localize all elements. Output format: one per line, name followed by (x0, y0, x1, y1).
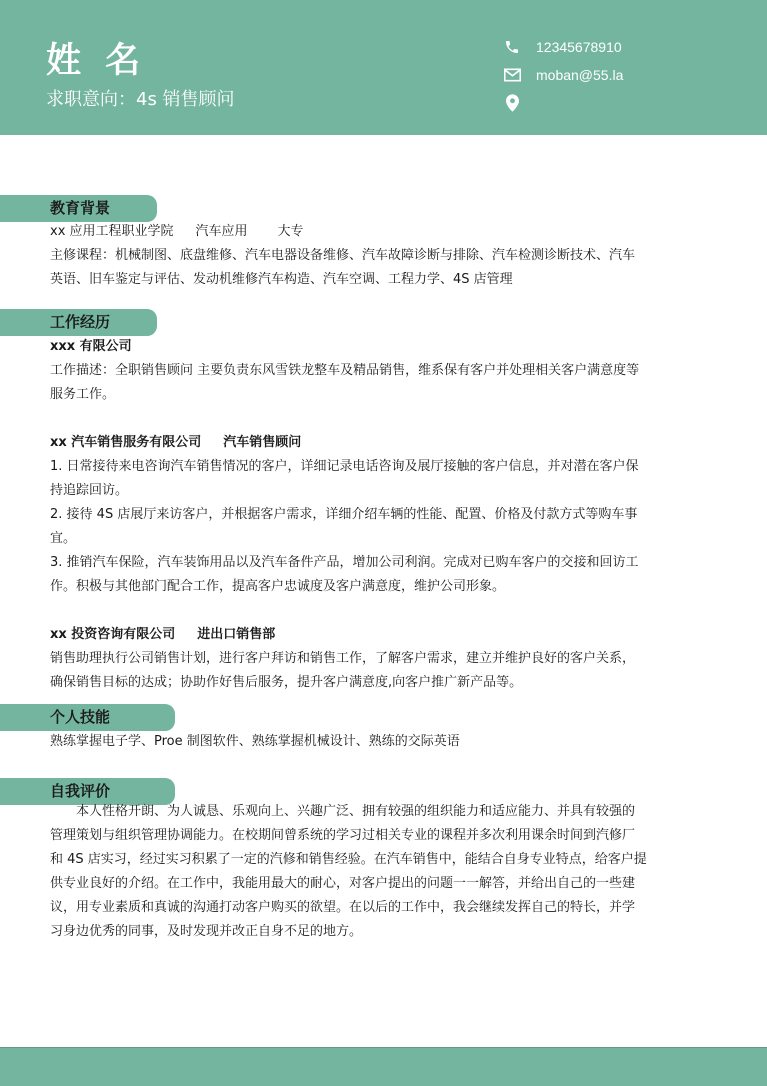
mail-icon (502, 65, 522, 85)
major: 汽车应用 (195, 224, 248, 239)
education-summary (50, 220, 700, 244)
courses-line: 主修课程：机械制图、底盘维修、汽车电器设备维修、汽车故障诊断与排除、汽车检测诊断技术、汽车 (50, 248, 636, 263)
self-eval-line: 习身边优秀的同事，及时发现并改正自身不足的地方。 (50, 924, 363, 939)
phone-icon (502, 37, 522, 57)
job-heading (50, 431, 700, 455)
section-title: 自我评价 (50, 782, 111, 800)
contact-email (502, 61, 623, 89)
job-line: 销售助理执行公司销售计划，进行客户拜访和销售工作，了解客户需求，建立并维护良好的客户关系， (50, 651, 636, 666)
job-intent: 求职意向：4s 销售顾问 (46, 89, 235, 110)
self-eval-line: 本人性格开朗、为人诚恳、乐观向上、兴趣广泛、拥有较强的组织能力和适应能力、并具有较强的 (76, 804, 636, 819)
self-eval-line: 管理策划与组织管理协调能力。在校期间曾系统的学习过相关专业的课程并多次利用课余时间到汽修厂 (50, 828, 636, 843)
job-line: 工作描述：全职销售顾问 主要负责东风雪铁龙整车及精品销售，维系保有客户并处理相关客户满意度等 (50, 363, 640, 378)
self-eval-content (50, 800, 700, 944)
job-line: 确保销售目标的达成；协助作好售后服务，提升客户满意度,向客户推广新产品等。 (50, 675, 523, 690)
job-line: 1. 日常接待来电咨询汽车销售情况的客户，详细记录电话咨询及展厅接触的客户信息，并对潜在客户保 (50, 459, 639, 474)
skills-content (50, 730, 700, 754)
self-eval-line: 和 4S 店实习，经过实习积累了一定的汽修和销售经验。在汽车销售中，能结合自身专业特点，给客户提 (50, 852, 647, 867)
job-line: 3. 推销汽车保险，汽车装饰用品以及汽车备件产品，增加公司利润。完成对已购车客户的交接和回访工 (50, 555, 639, 570)
skills-text: 熟练掌握电子学、Proe 制图软件、熟练掌握机械设计、熟练的交际英语 (50, 734, 460, 749)
candidate-name: 姓 名 (46, 41, 147, 81)
job-company: xx 汽车销售服务有限公司 (50, 435, 202, 450)
self-eval-line: 议，用专业素质和真诚的沟通打动客户购买的欲望。在以后的工作中，我会继续发挥自己的特长，并学 (50, 900, 636, 915)
location-pin-icon (502, 93, 522, 113)
section-title: 工作经历 (50, 313, 111, 331)
section-title: 教育背景 (50, 199, 111, 217)
job-heading (50, 623, 700, 647)
degree: 大专 (277, 224, 304, 239)
contact-phone (502, 33, 623, 61)
section-education-header (0, 195, 157, 222)
job-line: 宜。 (50, 531, 77, 546)
section-skills-header (0, 704, 175, 731)
job-line: 作。积极与其他部门配合工作，提高客户忠诚度及客户满意度，维护公司形象。 (50, 579, 506, 594)
self-eval-line: 供专业良好的介绍。在工作中，我能用最大的耐心，对客户提出的问题一一解答，并给出自己的一些建 (50, 876, 636, 891)
contact-location (502, 89, 623, 117)
phone-number: 12345678910 (536, 39, 622, 55)
spacer (50, 407, 700, 431)
job-position: 进出口销售部 (197, 627, 276, 642)
work-content (50, 335, 700, 695)
spacer (50, 599, 700, 623)
job-company: xx 投资咨询有限公司 (50, 627, 176, 642)
email-address: moban@55.la (536, 67, 624, 83)
job-line: 2. 接待 4S 店展厅来访客户，并根据客户需求，详细介绍车辆的性能、配置、价格及付款方式等购车事 (50, 507, 638, 522)
school-name: xx 应用工程职业学院 (50, 224, 174, 239)
job-company: xxx 有限公司 (50, 339, 132, 354)
courses-line: 英语、旧车鉴定与评估、发动机维修汽车构造、汽车空调、工程力学、4S 店管理 (50, 272, 513, 287)
job-line: 服务工作。 (50, 387, 116, 402)
education-content (50, 220, 700, 292)
contact-info (502, 33, 623, 117)
header-banner (0, 0, 767, 135)
section-work-header (0, 309, 157, 336)
section-title: 个人技能 (50, 708, 111, 726)
job-line: 持追踪回访。 (50, 483, 129, 498)
job-position: 汽车销售顾问 (223, 435, 302, 450)
footer-banner (0, 1047, 767, 1086)
